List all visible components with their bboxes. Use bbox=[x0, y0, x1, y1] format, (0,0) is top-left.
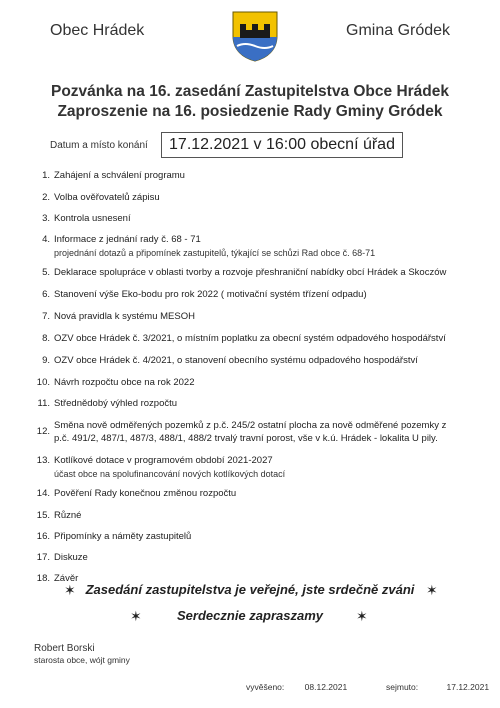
agenda-item-number: 8. bbox=[42, 333, 50, 344]
agenda-item-text: Kontrola usnesení bbox=[54, 213, 131, 224]
meeting-date-label: Datum a místo konání bbox=[50, 140, 148, 151]
title-polish: Zaproszenie na 16. posiedzenie Rady Gminy Gródek bbox=[57, 103, 443, 120]
agenda-item-text: Pověření Rady konečnou změnou rozpočtu bbox=[54, 488, 237, 499]
invitation-titles bbox=[0, 82, 500, 122]
agenda-item-number: 12. bbox=[36, 426, 50, 437]
agenda-item-text: Střednědobý výhled rozpočtu bbox=[54, 398, 178, 409]
agenda-item-number: 16. bbox=[36, 531, 50, 542]
signatory-role: starosta obce, wójt gminy bbox=[34, 655, 130, 665]
agenda-item-number: 7. bbox=[42, 311, 50, 322]
agenda-item-text: Směna nově odměřených pozemků z p.č. 245/2 ostatní plocha za nově odměřené pozemky z p.č. 491/2, 487/1, 487/3, 488/1, 488/2 trvalý travní porost, vše v k.ú. Hrádek - lokalita U pily. bbox=[54, 420, 447, 444]
meeting-date-value: 17.12.2021 v 16:00 obecní úřad bbox=[161, 132, 403, 158]
title-czech: Pozvánka na 16. zasedání Zastupitelstva Obce Hrádek bbox=[51, 83, 449, 100]
agenda-item-number: 17. bbox=[36, 552, 50, 563]
agenda-item-text: Informace z jednání rady č. 68 - 71 bbox=[54, 234, 201, 245]
footer-invitation-polish: Serdecznie zapraszamy bbox=[177, 608, 323, 623]
municipality-name-pl: Gmina Gródek bbox=[346, 22, 451, 39]
agenda-item-text: Různé bbox=[54, 510, 82, 521]
agenda-item-number: 4. bbox=[42, 234, 50, 245]
agenda-item-number: 18. bbox=[36, 573, 50, 584]
signatory-name: Robert Borski bbox=[34, 643, 95, 654]
agenda-item-text: Návrh rozpočtu obce na rok 2022 bbox=[54, 377, 195, 388]
star-icon: ✶ bbox=[64, 582, 76, 598]
agenda-item-number: 10. bbox=[36, 377, 50, 388]
agenda-item-number: 2. bbox=[42, 192, 50, 203]
agenda-item-text: Závěr bbox=[54, 573, 79, 584]
posted-value: 08.12.2021 bbox=[304, 682, 348, 692]
removed-value: 17.12.2021 bbox=[446, 682, 490, 692]
municipality-name-cz: Obec Hrádek bbox=[50, 22, 145, 39]
agenda-item-text: Diskuze bbox=[54, 552, 88, 563]
agenda-item-number: 6. bbox=[42, 289, 50, 300]
agenda-item-text: Deklarace spolupráce v oblasti tvorby a rozvoje přeshraniční nabídky obcí Hrádek a Skoczów bbox=[54, 267, 447, 278]
footer-invitation-czech: Zasedání zastupitelstva je veřejné, jste srdečně zváni bbox=[85, 582, 415, 597]
star-icon: ✶ bbox=[356, 608, 368, 624]
agenda-item-number: 11. bbox=[37, 398, 50, 409]
agenda-item-text: Stanovení výše Eko-bodu pro rok 2022 bbox=[54, 289, 219, 300]
posted-label: vyvěšeno: bbox=[246, 682, 285, 692]
agenda-item-text: Zahájení a schválení programu bbox=[54, 170, 185, 181]
agenda-item-number: 15. bbox=[36, 510, 50, 521]
agenda-item-number: 3. bbox=[42, 213, 50, 224]
agenda-item-subtext: projednání dotazů a připomínek zastupitelů, týkající se schůzi Rad obce č. 68-71 bbox=[54, 248, 376, 258]
star-icon: ✶ bbox=[130, 608, 142, 624]
agenda-item-text: Kotlíkové dotace v programovém období 2021-2027 bbox=[54, 455, 273, 466]
coat-of-arms-icon bbox=[231, 10, 279, 62]
agenda-item-text-wrap bbox=[54, 289, 464, 302]
agenda-item-text: Připomínky a náměty zastupitelů bbox=[54, 531, 192, 542]
agenda-item-text: Nová pravidla k systému MESOH bbox=[54, 311, 195, 322]
agenda-item-text: OZV obce Hrádek č. 3/2021, o místním poplatku za obecní systém odpadového hospodářství bbox=[54, 333, 446, 344]
agenda-item-number: 13. bbox=[36, 455, 50, 466]
agenda-item-number: 1. bbox=[42, 170, 50, 181]
agenda-item-subtext: účast obce na spolufinancování nových kotlíkových dotací bbox=[54, 469, 286, 479]
removed-date bbox=[386, 682, 489, 692]
agenda-item-text: Volba ověřovatelů zápisu bbox=[54, 192, 160, 203]
agenda-item-number: 9. bbox=[42, 355, 50, 366]
posted-date bbox=[246, 682, 347, 692]
removed-label: sejmuto: bbox=[386, 682, 419, 692]
star-icon: ✶ bbox=[426, 582, 438, 598]
agenda-item-number: 5. bbox=[42, 267, 50, 278]
agenda-item-note: ( motivační systém třízení odpadu) bbox=[220, 289, 367, 300]
agenda-item-number: 14. bbox=[36, 488, 50, 499]
agenda-item-text: OZV obce Hrádek č. 4/2021, o stanovení obecního systému odpadového hospodářství bbox=[54, 355, 418, 366]
